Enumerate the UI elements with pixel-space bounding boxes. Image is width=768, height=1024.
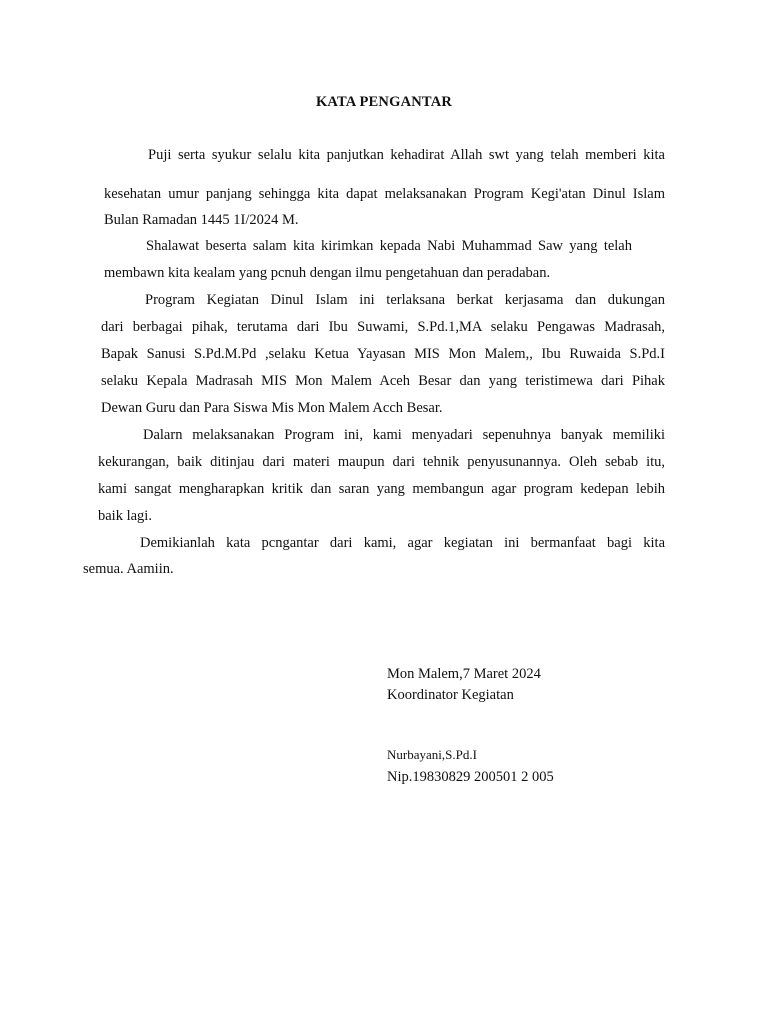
document-title: KATA PENGANTAR [315,94,453,110]
paragraph-line: Puji serta syukur selalu kita panjutkan kehadirat Allah swt yang telah memberi kita [148,147,665,163]
signatory-nip: Nip.19830829 200501 2 005 [387,769,554,785]
paragraph-line: Program Kegiatan Dinul Islam ini terlaksana berkat kerjasama dan dukungan [145,292,665,308]
paragraph-line: Dewan Guru dan Para Siswa Mis Mon Malem Acch Besar. [101,400,443,416]
paragraph-line: Demikianlah kata pcngantar dari kami, agar kegiatan ini bermanfaat bagi kita [140,535,665,551]
paragraph-line: Dalarn melaksanakan Program ini, kami menyadari sepenuhnya banyak memiliki [143,427,665,443]
place-date: Mon Malem,7 Maret 2024 [387,666,541,682]
paragraph-line: Shalawat beserta salam kita kirimkan kepada Nabi Muhammad Saw yang telah [146,238,632,254]
paragraph-line: dari berbagai pihak, terutama dari Ibu Suwami, S.Pd.1,MA selaku Pengawas Madrasah, [101,319,665,335]
paragraph-line: baik lagi. [98,508,152,524]
signatory-name: Nurbayani,S.Pd.I [387,747,477,762]
paragraph-line: Bulan Ramadan 1445 1I/2024 M. [104,212,299,228]
paragraph-line: Bapak Sanusi S.Pd.M.Pd ,selaku Ketua Yayasan MIS Mon Malem,, Ibu Ruwaida S.Pd.I [101,346,665,362]
paragraph-line: membawn kita kealam yang pcnuh dengan ilmu pengetahuan dan peradaban. [104,265,551,281]
paragraph-line: kesehatan umur panjang sehingga kita dapat melaksanakan Program Kegi'atan Dinul Islam [104,186,665,202]
signatory-role: Koordinator Kegiatan [387,687,514,703]
paragraph-line: kekurangan, baik ditinjau dari materi maupun dari tehnik penyusunannya. Oleh sebab itu, [98,454,665,470]
paragraph-line: semua. Aamiin. [83,561,174,577]
paragraph-line: selaku Kepala Madrasah MIS Mon Malem Aceh Besar dan yang teristimewa dari Pihak [101,373,665,389]
paragraph-line: kami sangat mengharapkan kritik dan saran yang membangun agar program kedepan lebih [98,481,665,497]
